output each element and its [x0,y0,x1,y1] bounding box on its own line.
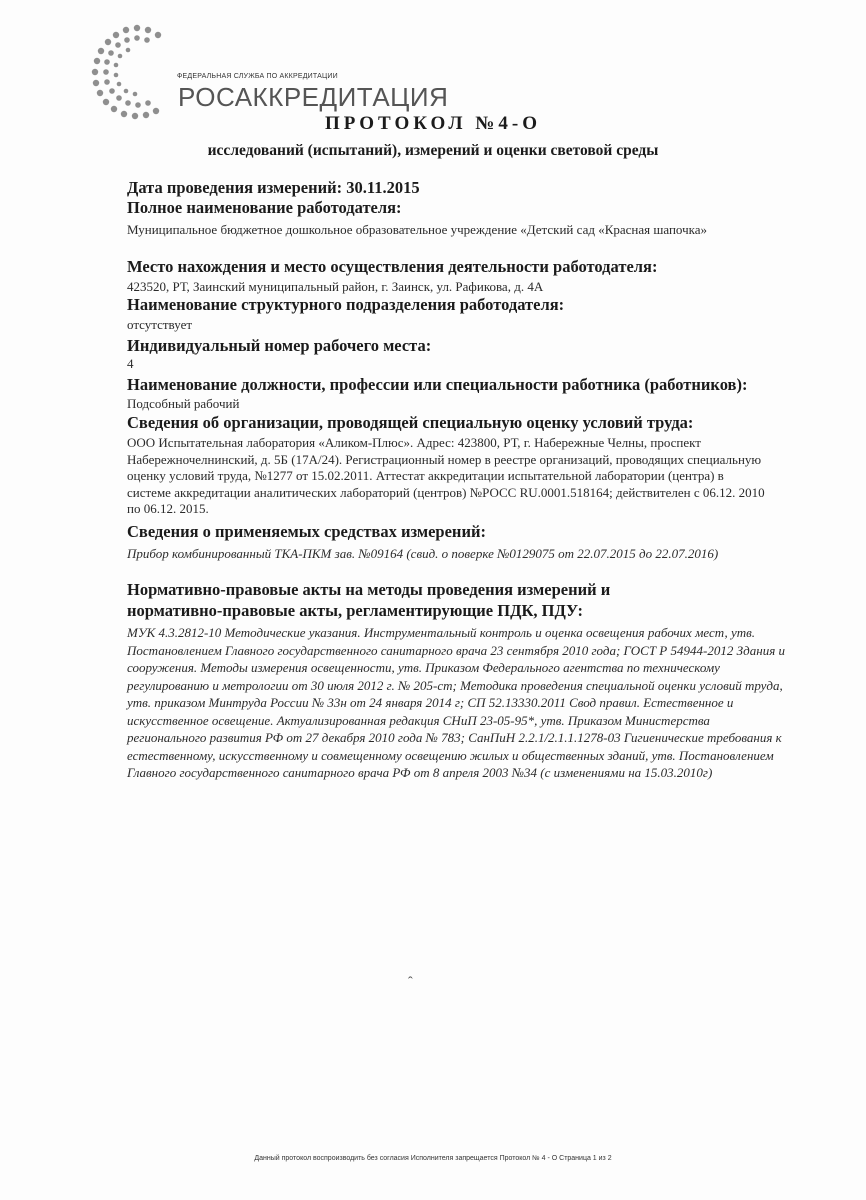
page-mark: ˆ [408,975,413,990]
logo-organization-text: ФЕДЕРАЛЬНАЯ СЛУЖБА ПО АККРЕДИТАЦИИ [177,73,338,80]
norms-label-line1: Нормативно-правовые акты на методы проведения измерений и [127,580,611,599]
position-value: Подсобный рабочий [127,396,240,411]
workplace-value: 4 [127,356,134,371]
employer-label: Полное наименование работодателя: [127,198,402,217]
division-value: отсутствует [127,317,193,332]
employer-value: Муниципальное бюджетное дошкольное образовательное учреждение «Детский сад «Красная шапочка» [127,222,708,237]
position-label: Наименование должности, профессии или специальности работника (работников): [127,375,748,394]
protocol-subtitle: исследований (испытаний), измерений и оценки световой среды [207,142,659,159]
location-label: Место нахождения и место осуществления деятельности работодателя: [127,257,658,276]
measurement-date: Дата проведения измерений: 30.11.2015 [127,178,420,197]
location-value: 423520, РТ, Заинский муниципальный район, г. Заинск, ул. Рафикова, д. 4А [127,279,544,294]
organization-label: Сведения об организации, проводящей специальную оценку условий труда: [127,413,694,432]
instruments-value: Прибор комбинированный ТКА-ПКМ зав. №09164 (свид. о поверке №0129075 от 22.07.2015 до 22.07.2016) [127,546,719,561]
norms-label-line2: нормативно-правовые акты, регламентирующие ПДК, ПДУ: [127,601,584,620]
instruments-label: Сведения о применяемых средствах измерений: [127,522,486,541]
protocol-title: ПРОТОКОЛ №4-О [325,113,541,134]
page-footer: Данный протокол воспроизводить без согласия Исполнителя запрещается Протокол № 4 - О Страница 1 из 2 [254,1155,612,1162]
logo-name-text: РОСАККРЕДИТАЦИЯ [178,82,449,112]
division-label: Наименование структурного подразделения работодателя: [127,295,565,314]
norms-value: МУК 4.3.2812-10 Методические указания. Инструментальный контроль и оценка освещения рабочих мест, утв. Постановлением Главного государственного санитарного врача 23 сентября 2010 года; ГОСТ Р 54944-2012 Здания и сооружения. Методы измерения освещенности, утв. Приказом Федерального агентства по техническому регулированию и метрологии от 30 июля 2012 г. № 205-ст; Методика проведения специальной оценки условий труда, утв. приказом Минтруда России № 33н от 24 января 2014 г; СП 52.13330.2011 Свод правил. Естественное и искусственное освещение. Актуализированная редакция СНиП 23-05-95*, утв. Приказом Министерства регионального развития РФ от 27 декабря 2010 года № 783; СанПиН 2.2.1/2.1.1.1278-03 Гигиенические требования к естественному, искусственному и совмещенному освещению жилых и общественных зданий, утв. Постановлением Главного государственного санитарного врача РФ от 8 апреля 2003 №34 (с изменениями на 15.03.2010г) [127,625,786,780]
organization-value: ООО Испытательная лаборатория «Аликом-Плюс». Адрес: 423800, РТ, г. Набережные Челны, проспект Набережночелнинский, д. 5Б (17А/24). Регистрационный номер в реестре организаций, проводящих специальную оценку условий труда, №1277 от 15.02.2011. Аттестат аккредитации испытательной лаборатории (центра) в системе аккредитации аналитических лабораторий (центров) №РОСС RU.0001.518164; действителен с 06.12. 2010 по 06.12. 2015. [127,435,765,516]
workplace-label: Индивидуальный номер рабочего места: [127,336,432,355]
